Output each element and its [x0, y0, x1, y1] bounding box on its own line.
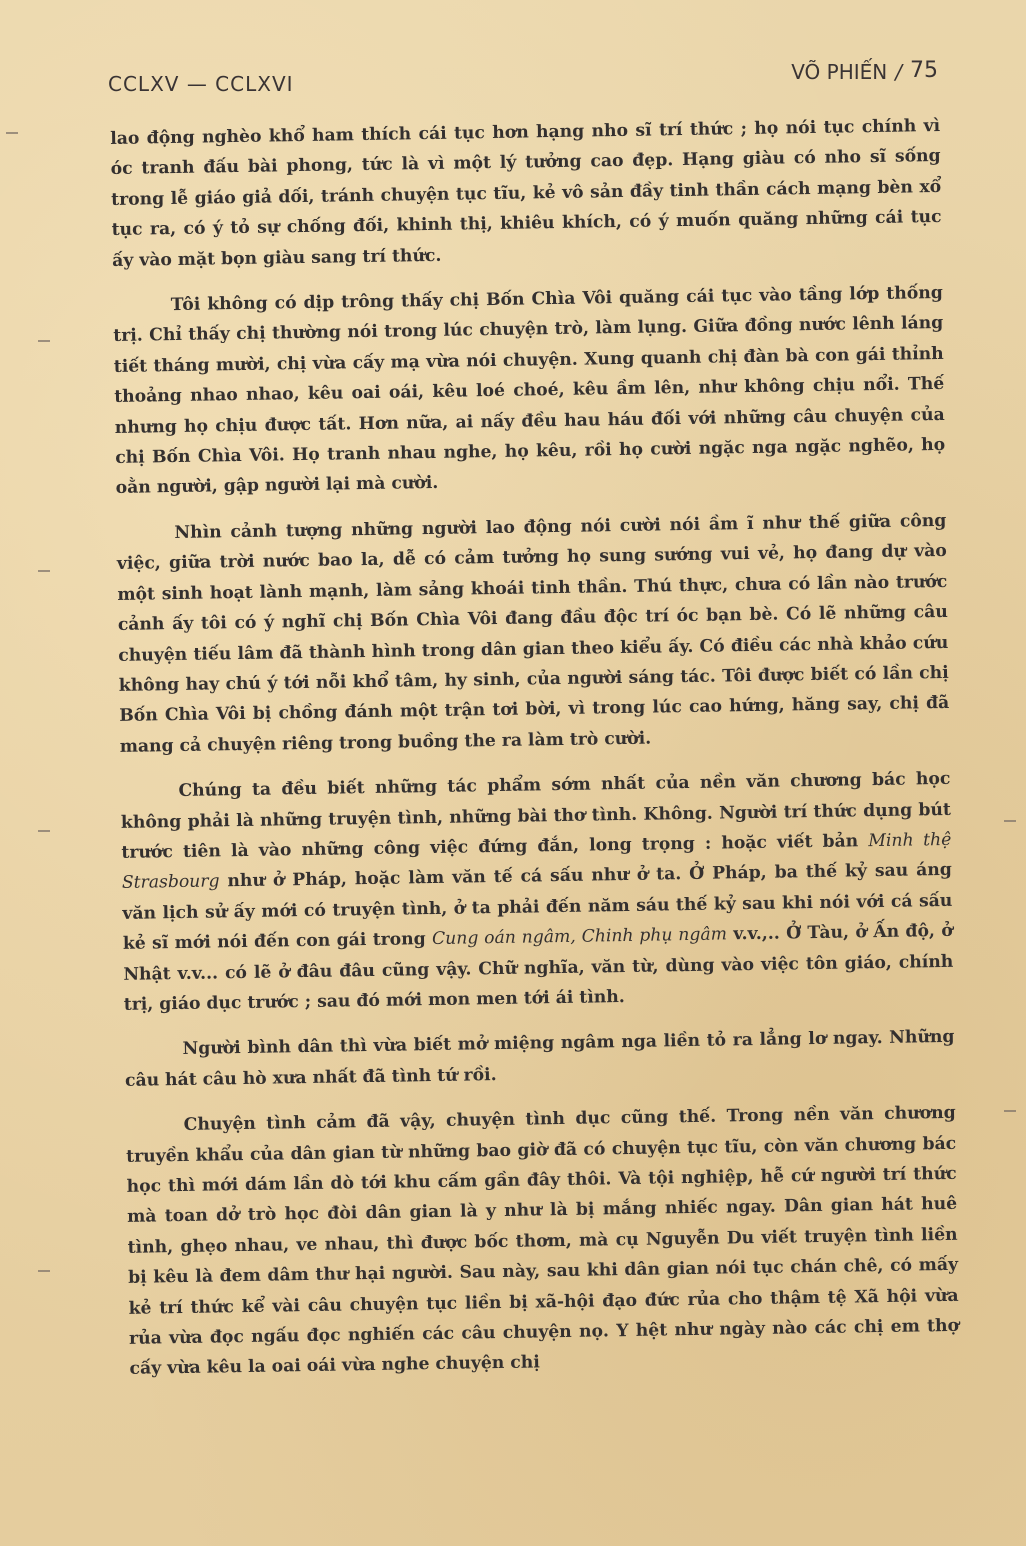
header-separator: /: [895, 60, 902, 84]
italic-title: Minh thệ Strasbourg: [121, 829, 952, 894]
paragraph-with-titles: [120, 764, 954, 1020]
italic-title: Cung oán ngâm, Chinh phụ ngâm: [431, 924, 728, 950]
chapter-range: CCLXV — CCLXVI: [108, 72, 294, 96]
text-segment: như ở Pháp, hoặc làm văn tế cá sấu như ở ta. Ở Pháp, ba thế kỷ sau áng văn lịch sử ấy mới có truyện tình, ở ta phải đến năm sáu thế kỷ sau khi nói với cá sấu kẻ sĩ mới nói đến con gái trong: [122, 860, 953, 955]
margin-mark: [38, 1270, 50, 1272]
paragraph-continued: lao động nghèo khổ ham thích cái tục hơn hạng nho sĩ trí thức ; họ nói tục chính vì óc tranh đấu bài phong, tức là vì một lý tưởng cao đẹp. Hạng giàu có nho sĩ sống trong lễ giáo giả dối, tránh chuyện tục tĩu, kẻ vô sản đầy tinh thần cách mạng bèn xổ tục ra, có ý tỏ sự chống đối, khinh thị, khiêu khích, có ý muốn quăng những cái tục ấy vào mặt bọn giàu sang trí thức.: [110, 115, 942, 271]
margin-mark: [38, 340, 50, 342]
margin-mark: [38, 830, 50, 832]
paragraph: Người bình dân thì vừa biết mở miệng ngâm nga liền tỏ ra lẳng lơ ngay. Những câu hát câu hò xưa nhất đã tình tứ rồi.: [124, 1027, 955, 1091]
paragraph: Tôi không có dịp trông thấy chị Bốn Chìa Vôi quăng cái tục vào tầng lớp thống trị. Chỉ thấy chị thường nói trong lúc chuyện trò, làm lụng. Giữa đồng nước lênh láng tiết tháng mười, chị vừa cấy mạ vừa nói chuyện. Xung quanh chị đàn bà con gái thỉnh thoảng nhao nhao, kêu oai oái, kêu loé choé, kêu ầm lên, như không chịu nổi. Thế nhưng họ chịu được tất. Hơn nữa, ai nấy đều hau háu đối với những câu chuyện của chị Bốn Chìa Vôi. Họ tranh nhau nghe, họ kêu, rồi họ cười ngặc nga ngặc nghẽo, họ oằn người, gập người lại mà cười.: [113, 282, 946, 499]
page-number: 75: [910, 58, 938, 83]
running-header: [108, 58, 938, 98]
body-text: [110, 111, 960, 1400]
paragraph: Chuyện tình cảm đã vậy, chuyện tình dục cũng thế. Trong nền văn chương truyền khẩu của dân gian từ những bao giờ đã có chuyện tục tĩu, còn văn chương bác học thì mới dám lần dò tới khu cấm gần đây thôi. Và tội nghiệp, hễ cứ người trí thức mà toan dở trò học đòi dân gian là y như là bị mắng nhiếc ngay. Dân gian hát huê tình, ghẹo nhau, ve nhau, thì được bốc thơm, mà cụ Nguyễn Du viết truyện tình liền bị kêu là đem dâm thư hại người. Sau này, sau khi dân gian nói tục chán chê, có mấy kẻ trí thức kể vài câu chuyện tục liền bị xã-hội đạo đức rủa cho thậm tệ Xã hội vừa rủa vừa đọc ngấu đọc nghiến các câu chuyện nọ. Y hệt như ngày nào các chị em thợ cấy vừa kêu la oai oái vừa nghe chuyện chị: [126, 1103, 960, 1380]
text-segment: v.v.,.. Ở Tàu, ở Ấn độ, ở Nhật v.v... có lẽ ở đâu đâu cũng vậy. Chữ nghĩa, văn từ, dùng vào việc tôn giáo, chính trị, giáo dục trước ; sau đó mới mon men tới ái tình.: [123, 921, 954, 1015]
text-segment: Chúng ta đều biết những tác phẩm sớm nhất của nền văn chương bác học không phải là những truyện tình, những bài thơ tình. Không. Người trí thức dụng bút trước tiên là vào những công việc đứng đắn, long trọng : hoặc viết bản: [120, 769, 952, 863]
author-page-block: [791, 58, 938, 84]
margin-mark: [1004, 1110, 1016, 1112]
paragraph: Nhìn cảnh tượng những người lao động nói cười nói ầm ĩ như thế giữa công việc, giữa trời nước bao la, dễ có cảm tưởng họ sung sướng vui vẻ, họ đang dự vào một sinh hoạt lành mạnh, làm sảng khoái tinh thần. Thú thực, chưa có lần nào trước cảnh ấy tôi có ý nghĩ chị Bốn Chìa Vôi đang đầu độc trí óc bạn bè. Có lẽ những câu chuyện tiếu lâm đã thành hình trong dân gian theo kiểu ấy. Có điều các nhà khảo cứu không hay chú ý tới nỗi khổ tâm, hy sinh, của người sáng tác. Tôi được biết có lần chị Bốn Chìa Vôi bị chồng đánh một trận tơi bời, vì trong lúc cao hứng, hăng say, chị đã mang cả chuyện riêng trong buồng the ra làm trò cười.: [116, 510, 950, 757]
margin-mark: [1004, 820, 1016, 822]
margin-mark: [6, 132, 18, 134]
author-name: VÕ PHIẾN: [791, 60, 888, 84]
margin-mark: [38, 570, 50, 572]
